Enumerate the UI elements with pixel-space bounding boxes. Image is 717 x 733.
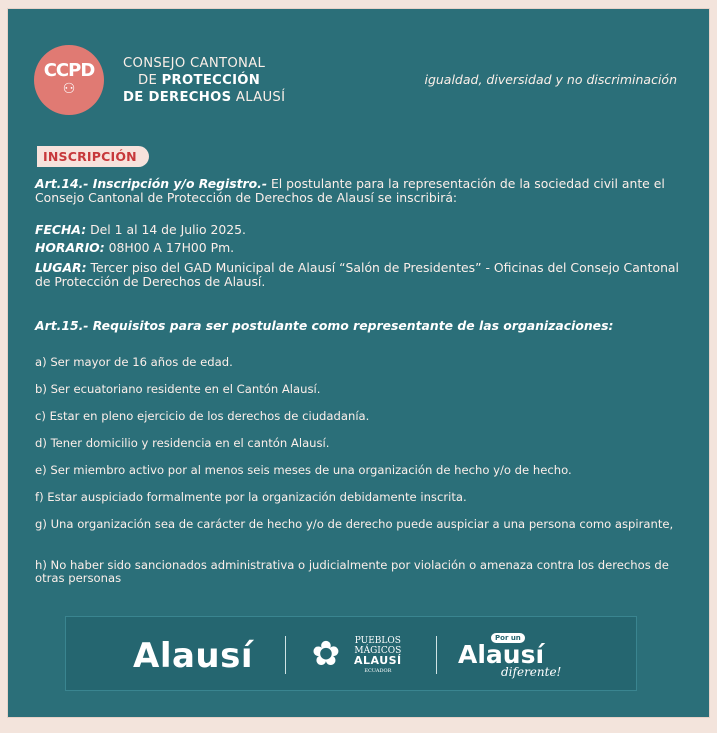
section-badge: INSCRIPCIÓN: [37, 146, 149, 167]
logo-text: CCPD: [43, 60, 95, 81]
requirement-h: h) No haber sido sancionados administrativa o judicialmente por violación o amenaza contra los derechos de otras personas: [35, 558, 669, 585]
org-line-2: DE PROTECCIÓN: [138, 73, 261, 88]
divider: [285, 636, 286, 674]
pueblos-magicos-logo: PUEBLOS MÁGICOS ALAUSÍ ECUADOR: [354, 636, 402, 674]
footer-banner: [65, 616, 637, 691]
art14-body: El postulante para la representación de la sociedad civil ante el Consejo Cantonal de Protección de Derechos de Alausí se inscribirá:: [35, 176, 665, 205]
art14-title: Art.14.- Inscripción y/o Registro.-: [35, 176, 267, 191]
alausi-diferente-logo: Alausí: [458, 640, 545, 669]
requirement-g: g) Una organización sea de carácter de hecho y/o de derecho puede auspiciar a una persona como aspirante,: [35, 517, 674, 531]
org-line-1: CONSEJO CANTONAL: [123, 56, 266, 71]
person-icon: ⚇: [62, 81, 76, 97]
flower-icon: ✿: [311, 634, 341, 674]
requirement-c: c) Estar en pleno ejercicio de los derechos de ciudadanía.: [35, 409, 370, 423]
lugar-line: LUGAR: Tercer piso del GAD Municipal de Alausí “Salón de Presidentes” - Oficinas del Consejo Cantonal de Protección de Derechos de Alausí.: [35, 260, 679, 289]
divider: [436, 636, 437, 674]
ccpd-logo: [34, 45, 104, 115]
art14-paragraph: [35, 177, 689, 205]
alausi-logo: Alausí: [133, 636, 254, 676]
fecha-line: FECHA: Del 1 al 14 de Julio 2025.: [35, 222, 246, 237]
diferente-script: diferente!: [501, 665, 562, 679]
org-line-3: DE DERECHOS ALAUSÍ: [123, 90, 286, 105]
requirement-a: a) Ser mayor de 16 años de edad.: [35, 355, 233, 369]
requirement-b: b) Ser ecuatoriano residente en el Cantón Alausí.: [35, 382, 321, 396]
requirement-f: f) Estar auspiciado formalmente por la organización debidamente inscrita.: [35, 490, 467, 504]
poster-card: [8, 9, 709, 717]
organization-name: [121, 55, 285, 106]
requirement-e: e) Ser miembro activo por al menos seis meses de una organización de hecho y/o de hecho.: [35, 463, 572, 477]
requirement-d: d) Tener domicilio y residencia en el cantón Alausí.: [35, 436, 330, 450]
por-un-tag: Por un: [491, 633, 525, 643]
motto: igualdad, diversidad y no discriminación: [424, 72, 677, 87]
horario-line: HORARIO: 08H00 A 17H00 Pm.: [35, 240, 235, 255]
art15-title: Art.15.- Requisitos para ser postulante como representante de las organizaciones:: [35, 318, 614, 333]
